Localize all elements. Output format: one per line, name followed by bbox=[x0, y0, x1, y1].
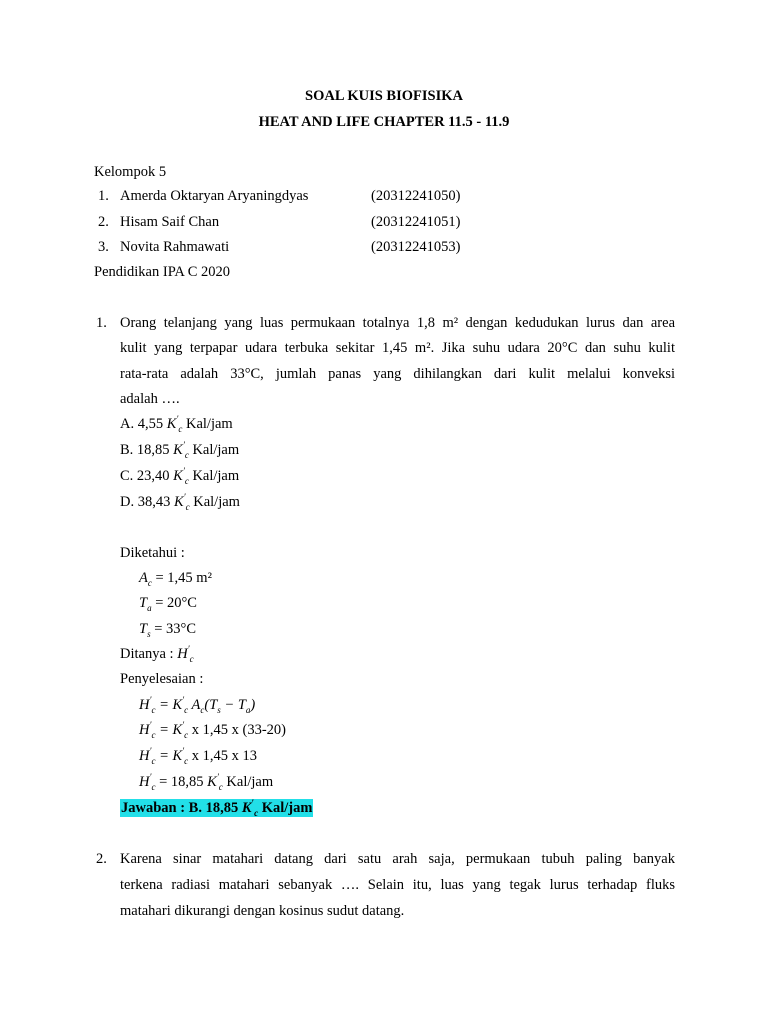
question-1-line: adalah …. bbox=[120, 391, 180, 407]
known-ts bbox=[139, 621, 196, 638]
solution-label: Penyelesaian : bbox=[120, 671, 204, 687]
solution-step-2 bbox=[139, 748, 257, 765]
member-name: Hisam Saif Chan bbox=[120, 214, 220, 230]
option-text: A. 4,55 bbox=[120, 416, 164, 432]
option-unit: Kal/jam bbox=[192, 468, 240, 484]
step-lhs: $H'_c = K'_c$ bbox=[139, 720, 189, 740]
answer-highlight bbox=[120, 800, 313, 817]
question-1-line: Orang telanjang yang luas permukaan totalnya 1,8 m² dengan kedudukan lurus dan area bbox=[120, 315, 675, 331]
document-title: SOAL KUIS BIOFISIKA bbox=[305, 88, 463, 104]
option-text: D. 38,43 bbox=[120, 494, 171, 510]
answer-box bbox=[120, 799, 313, 817]
known-value: = 1,45 m² bbox=[155, 570, 212, 586]
question-1-line: rata-rata adalah 33°C, jumlah panas yang dihilangkan dari kulit melalui konveksi bbox=[120, 366, 675, 382]
member-id: (20312241051) bbox=[371, 214, 461, 230]
question-2-number: 2. bbox=[96, 851, 107, 867]
kc-symbol: $K'_c$ bbox=[173, 440, 189, 460]
asked-label: Ditanya : bbox=[120, 646, 174, 662]
solution-step-1 bbox=[139, 722, 286, 739]
known-label: Diketahui : bbox=[120, 545, 185, 561]
kc-symbol: $K'_c$ bbox=[173, 466, 189, 486]
step-unit: Kal/jam bbox=[226, 774, 274, 790]
member-number: 3. bbox=[98, 239, 109, 255]
kc-symbol: $K'_c$ bbox=[241, 798, 259, 818]
solution-step-3 bbox=[139, 774, 273, 791]
kc-symbol: $K'_c$ bbox=[166, 414, 183, 434]
answer-text: Jawaban : B. 18,85 bbox=[121, 800, 239, 816]
question-2-line: terkena radiasi matahari sebanyak …. Selain itu, luas yang tegak lurus terhadap fluks bbox=[120, 877, 675, 893]
member-name: Amerda Oktaryan Aryaningdyas bbox=[120, 188, 309, 204]
hc-symbol: $H'_c$ bbox=[139, 772, 156, 792]
option-text: B. 18,85 bbox=[120, 442, 170, 458]
answer-unit: Kal/jam bbox=[261, 800, 313, 816]
member-name: Novita Rahmawati bbox=[120, 239, 230, 255]
kc-symbol: $K'_c$ bbox=[207, 772, 223, 792]
option-a bbox=[120, 416, 233, 433]
option-text: C. 23,40 bbox=[120, 468, 170, 484]
known-value: = 20°C bbox=[155, 595, 197, 611]
document-subtitle: HEAT AND LIFE CHAPTER 11.5 - 11.9 bbox=[258, 114, 510, 130]
ts-symbol: $T_s$ bbox=[139, 621, 151, 639]
known-ta bbox=[139, 595, 197, 612]
step-rhs: x 1,45 x 13 bbox=[191, 748, 258, 764]
asked-row bbox=[120, 646, 194, 663]
ta-symbol: $T_a$ bbox=[139, 595, 152, 613]
option-unit: Kal/jam bbox=[186, 416, 233, 432]
solution-formula bbox=[139, 697, 255, 714]
option-b bbox=[120, 442, 239, 459]
step-rhs: x 1,45 x (33-20) bbox=[191, 722, 287, 738]
known-value: = 33°C bbox=[154, 621, 196, 637]
step-lhs: $H'_c = K'_c$ bbox=[139, 746, 189, 766]
kc-symbol: $K'_c$ bbox=[173, 492, 190, 512]
member-id: (20312241053) bbox=[371, 239, 461, 255]
option-unit: Kal/jam bbox=[192, 442, 240, 458]
step-value: = 18,85 bbox=[159, 774, 204, 790]
member-number: 1. bbox=[98, 188, 109, 204]
option-unit: Kal/jam bbox=[193, 494, 240, 510]
option-c bbox=[120, 468, 239, 485]
hc-symbol: $H'_c$ bbox=[177, 644, 194, 664]
question-2-line: Karena sinar matahari datang dari satu arah saja, permukaan tubuh paling banyak bbox=[120, 851, 675, 867]
question-1-number: 1. bbox=[96, 315, 107, 331]
formula-equation: $H'_c = K'_c$ $A_c(T_s - T_a)$ bbox=[139, 695, 256, 715]
question-1-line: kulit yang terpapar udara terbuka sekitar 1,45 m². Jika suhu udara 20°C dan suhu kulit bbox=[120, 340, 675, 356]
program-label: Pendidikan IPA C 2020 bbox=[94, 264, 231, 280]
member-number: 2. bbox=[98, 214, 109, 230]
ac-symbol: $A_c$ bbox=[139, 570, 152, 588]
member-id: (20312241050) bbox=[371, 188, 461, 204]
known-ac bbox=[139, 570, 212, 587]
group-label: Kelompok 5 bbox=[94, 164, 167, 180]
question-2-line: matahari dikurangi dengan kosinus sudut datang. bbox=[120, 903, 405, 919]
option-d bbox=[120, 494, 240, 511]
